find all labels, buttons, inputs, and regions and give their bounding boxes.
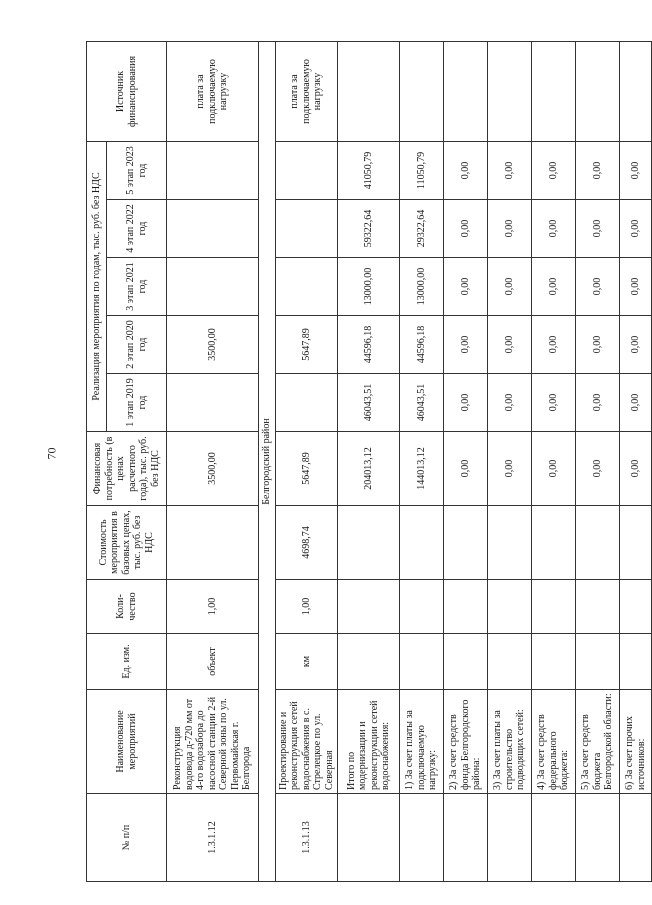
row-y2019: 0,00 [576, 374, 620, 432]
district-row [259, 41, 276, 881]
row-y2023: 41050,79 [338, 141, 400, 199]
row-qty: 1,00 [167, 580, 259, 634]
row-y2019: 0,00 [444, 374, 488, 432]
header-source: Источник финансирования [87, 41, 167, 141]
row-qty [532, 580, 576, 634]
row-y2020: 44596,18 [400, 316, 444, 374]
table-row [488, 41, 532, 881]
row-num [400, 794, 444, 882]
row-y2019: 0,00 [488, 374, 532, 432]
row-y2022: 0,00 [532, 200, 576, 258]
table-row [576, 41, 620, 881]
row-cost-base [576, 506, 620, 580]
row-y2020: 0,00 [444, 316, 488, 374]
row-y2020: 0,00 [576, 316, 620, 374]
row-fin-need: 204013,12 [338, 432, 400, 506]
row-name: 3) За счет платы за строительство подводящих сетей: [488, 690, 532, 794]
table-row [400, 41, 444, 881]
row-unit [400, 634, 444, 690]
row-unit [576, 634, 620, 690]
row-name: Проектирование и реконструкция сетей водоснабжения в с. Стрелецкое по ул. Северная [275, 690, 338, 794]
row-y2023 [275, 141, 338, 199]
row-y2023: 0,00 [488, 141, 532, 199]
row-num: 1.3.1.12 [167, 794, 259, 882]
header-stage-5: 5 этап 2023 год [107, 141, 167, 199]
row-y2019: 0,00 [532, 374, 576, 432]
row-y2020: 3500,00 [167, 316, 259, 374]
row-source [576, 41, 620, 141]
row-fin-need: 0,00 [488, 432, 532, 506]
row-y2021: 13000,00 [400, 258, 444, 316]
row-y2021: 0,00 [620, 258, 652, 316]
row-source: плата за подключаемую нагрузку [167, 41, 259, 141]
table-row [444, 41, 488, 881]
header-stage-3: 3 этап 2021 год [107, 258, 167, 316]
row-source [444, 41, 488, 141]
row-source [338, 41, 400, 141]
row-y2021 [275, 258, 338, 316]
header-cost-base: Стоимость мероприятия в базовых ценах, тыс. руб. без НДС [87, 506, 167, 580]
rotated-table-container [86, 42, 647, 882]
row-cost-base [338, 506, 400, 580]
table-row [620, 41, 652, 881]
rotated-table-wrapper [86, 42, 647, 882]
row-unit [444, 634, 488, 690]
row-y2023: 0,00 [444, 141, 488, 199]
row-y2020: 0,00 [620, 316, 652, 374]
row-cost-base [444, 506, 488, 580]
row-y2022: 0,00 [444, 200, 488, 258]
row-y2022: 29322,64 [400, 200, 444, 258]
table-row [275, 41, 338, 881]
row-unit [488, 634, 532, 690]
row-num [620, 794, 652, 882]
row-y2020: 0,00 [488, 316, 532, 374]
table-row-total [338, 41, 400, 881]
row-num: 1.3.1.13 [275, 794, 338, 882]
row-y2021: 0,00 [444, 258, 488, 316]
row-cost-base [532, 506, 576, 580]
row-num [338, 794, 400, 882]
row-y2021: 13000,00 [338, 258, 400, 316]
row-name: 1) За счет платы за подключаемую нагрузку: [400, 690, 444, 794]
row-y2022 [275, 200, 338, 258]
row-cost-base: 4698,74 [275, 506, 338, 580]
header-name: Наименование мероприятий [87, 690, 167, 794]
row-qty [444, 580, 488, 634]
row-source [620, 41, 652, 141]
row-name: 5) За счет средств бюджета Белгородской области: [576, 690, 620, 794]
header-qty: Коли-чество [87, 580, 167, 634]
row-y2020: 5647,89 [275, 316, 338, 374]
row-qty: 1,00 [275, 580, 338, 634]
row-qty [400, 580, 444, 634]
row-y2020: 44596,18 [338, 316, 400, 374]
row-fin-need: 0,00 [620, 432, 652, 506]
row-cost-base [620, 506, 652, 580]
header-stage-2: 2 этап 2020 год [107, 316, 167, 374]
row-y2021 [167, 258, 259, 316]
row-source [488, 41, 532, 141]
investment-program-table [86, 41, 652, 882]
row-qty [488, 580, 532, 634]
row-source [400, 41, 444, 141]
row-cost-base [167, 506, 259, 580]
header-implementation-group: Реализация мероприятия по годам, тыс. руб. без НДС [87, 141, 107, 431]
row-source: плата за подключаемую нагрузку [275, 41, 338, 141]
row-cost-base [400, 506, 444, 580]
table-row [167, 41, 259, 881]
row-qty [620, 580, 652, 634]
row-y2020: 0,00 [532, 316, 576, 374]
table-row [532, 41, 576, 881]
header-row-top [87, 41, 107, 881]
row-fin-need: 0,00 [576, 432, 620, 506]
row-source [532, 41, 576, 141]
row-fin-need: 144013,12 [400, 432, 444, 506]
row-y2022: 0,00 [488, 200, 532, 258]
row-y2019 [167, 374, 259, 432]
row-unit: км [275, 634, 338, 690]
row-y2019: 0,00 [620, 374, 652, 432]
row-y2022: 0,00 [620, 200, 652, 258]
header-fin-need: Финансовая потребность (в ценах расчетного года), тыс. руб. без НДС [87, 432, 167, 506]
row-y2021: 0,00 [488, 258, 532, 316]
row-y2019: 46043,51 [338, 374, 400, 432]
row-y2023: 0,00 [576, 141, 620, 199]
row-unit [620, 634, 652, 690]
row-name: 2) За счет средств фонда Белгородского района: [444, 690, 488, 794]
row-num [576, 794, 620, 882]
row-name: 4) За счет средств федерального бюджета: [532, 690, 576, 794]
row-y2022: 0,00 [576, 200, 620, 258]
row-y2023: 0,00 [620, 141, 652, 199]
row-name: Итого по модернизации и реконструкции сетей водоснабжения: [338, 690, 400, 794]
header-unit: Ед. изм. [87, 634, 167, 690]
row-fin-need: 0,00 [444, 432, 488, 506]
row-y2023: 0,00 [532, 141, 576, 199]
row-cost-base [488, 506, 532, 580]
row-y2023 [167, 141, 259, 199]
row-y2021: 0,00 [576, 258, 620, 316]
row-unit [532, 634, 576, 690]
row-y2022 [167, 200, 259, 258]
row-fin-need: 3500,00 [167, 432, 259, 506]
row-name: Реконструкция водовода д-720 мм от 4-го водозабора до насосной станции 2-й Северной зоны по ул. Первомайская г. Белгорода [167, 690, 259, 794]
row-unit: объект [167, 634, 259, 690]
row-num [444, 794, 488, 882]
row-unit [338, 634, 400, 690]
row-qty [576, 580, 620, 634]
header-stage-4: 4 этап 2022 год [107, 200, 167, 258]
row-qty [338, 580, 400, 634]
row-y2023: 11050,79 [400, 141, 444, 199]
row-fin-need: 0,00 [532, 432, 576, 506]
row-num [488, 794, 532, 882]
district-label: Белгородский район [259, 41, 276, 881]
header-stage-1: 1 этап 2019 год [107, 374, 167, 432]
row-y2022: 59322,64 [338, 200, 400, 258]
row-y2019 [275, 374, 338, 432]
row-name: 6) За счет прочих источников: [620, 690, 652, 794]
row-y2021: 0,00 [532, 258, 576, 316]
row-y2019: 46043,51 [400, 374, 444, 432]
row-fin-need: 5647,89 [275, 432, 338, 506]
header-num: № п/п [87, 794, 167, 882]
page-number: 70 [44, 447, 59, 460]
row-num [532, 794, 576, 882]
